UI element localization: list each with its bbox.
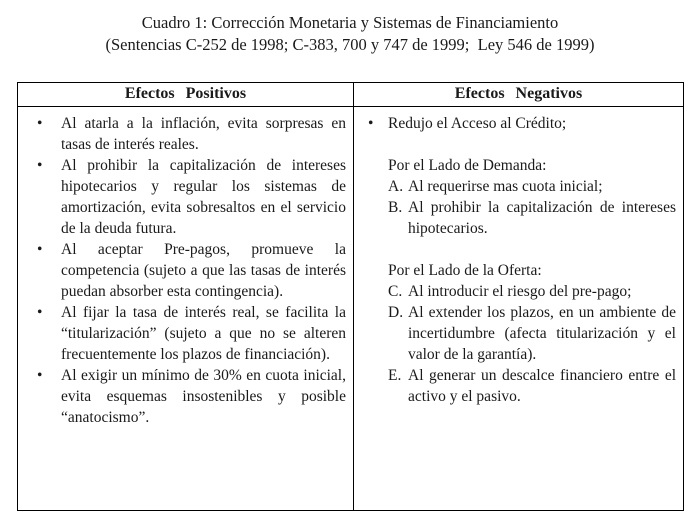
bullet-icon: •	[37, 304, 43, 321]
bullet-icon: •	[37, 157, 43, 174]
negative-demand-item	[354, 176, 683, 197]
positive-effect-text: Al aceptar Pre-pagos, promueve la competencia (sujeto a que las tasas de interés puedan absorber esta contingencia).	[61, 241, 346, 300]
bullet-icon: •	[368, 115, 374, 132]
positive-effect-text: Al fijar la tasa de interés real, se facilita la “titularización” (sujeto a que no se alteren frecuentemente los plazos de financiación).	[61, 304, 346, 363]
supply-side-heading: Por el Lado de la Oferta:	[388, 262, 542, 279]
negative-supply-item	[354, 302, 683, 365]
negative-effect-lead-text: Redujo el Acceso al Crédito;	[388, 115, 567, 132]
negative-supply-item	[354, 281, 683, 302]
item-letter: A.	[388, 178, 404, 195]
effects-table	[17, 82, 684, 511]
header-negative-effects: Efectos Negativos	[454, 85, 583, 102]
bullet-icon: •	[37, 367, 43, 384]
caption-line-1: Cuadro 1: Corrección Monetaria y Sistemas de Financiamiento	[141, 13, 559, 32]
positive-effect-text: Al atarla a la inflación, evita sorpresas en tasas de interés reales.	[61, 115, 346, 153]
negative-effect-lead-item	[354, 113, 683, 134]
positive-effect-item	[18, 365, 353, 428]
positive-effect-text: Al prohibir la capitalización de intereses hipotecarios y regular los sistemas de amortización, evita sobresaltos en el servicio de la deuda futura.	[61, 157, 346, 237]
positive-effect-item	[18, 113, 353, 155]
demand-side-heading: Por el Lado de Demanda:	[388, 157, 547, 174]
negative-supply-text: Al generar un descalce financiero entre el activo y el pasivo.	[408, 367, 676, 405]
item-letter: D.	[388, 304, 404, 321]
positive-effect-item	[18, 239, 353, 302]
negative-supply-text: Al introducir el riesgo del pre-pago;	[408, 283, 632, 300]
negative-demand-item	[354, 197, 683, 239]
negative-demand-text: Al requerirse mas cuota inicial;	[408, 178, 603, 195]
header-positive-effects: Efectos Positivos	[18, 83, 354, 106]
item-letter: B.	[388, 199, 403, 216]
table-header-row	[18, 83, 683, 107]
item-letter: E.	[388, 367, 402, 384]
bullet-icon: •	[37, 115, 43, 132]
negative-supply-text: Al extender los plazos, en un ambiente de incertidumbre (afecta titularización y el valor de la garantía).	[408, 304, 676, 363]
table-body-row	[18, 107, 683, 510]
positive-effect-text: Al exigir un mínimo de 30% en cuota inicial, evita esquemas insostenibles y posible “anatocismo”.	[61, 367, 346, 426]
positive-effect-item	[18, 155, 353, 239]
negative-supply-item	[354, 365, 683, 407]
negative-effects-cell	[354, 107, 683, 510]
table-caption	[0, 0, 700, 56]
negative-demand-text: Al prohibir la capitalización de intereses hipotecarios.	[408, 199, 676, 237]
positive-effects-cell	[18, 107, 354, 510]
positive-effect-item	[18, 302, 353, 365]
caption-line-2: (Sentencias C-252 de 1998; C-383, 700 y 747 de 1999; Ley 546 de 1999)	[105, 35, 595, 54]
item-letter: C.	[388, 283, 403, 300]
bullet-icon: •	[37, 241, 43, 258]
